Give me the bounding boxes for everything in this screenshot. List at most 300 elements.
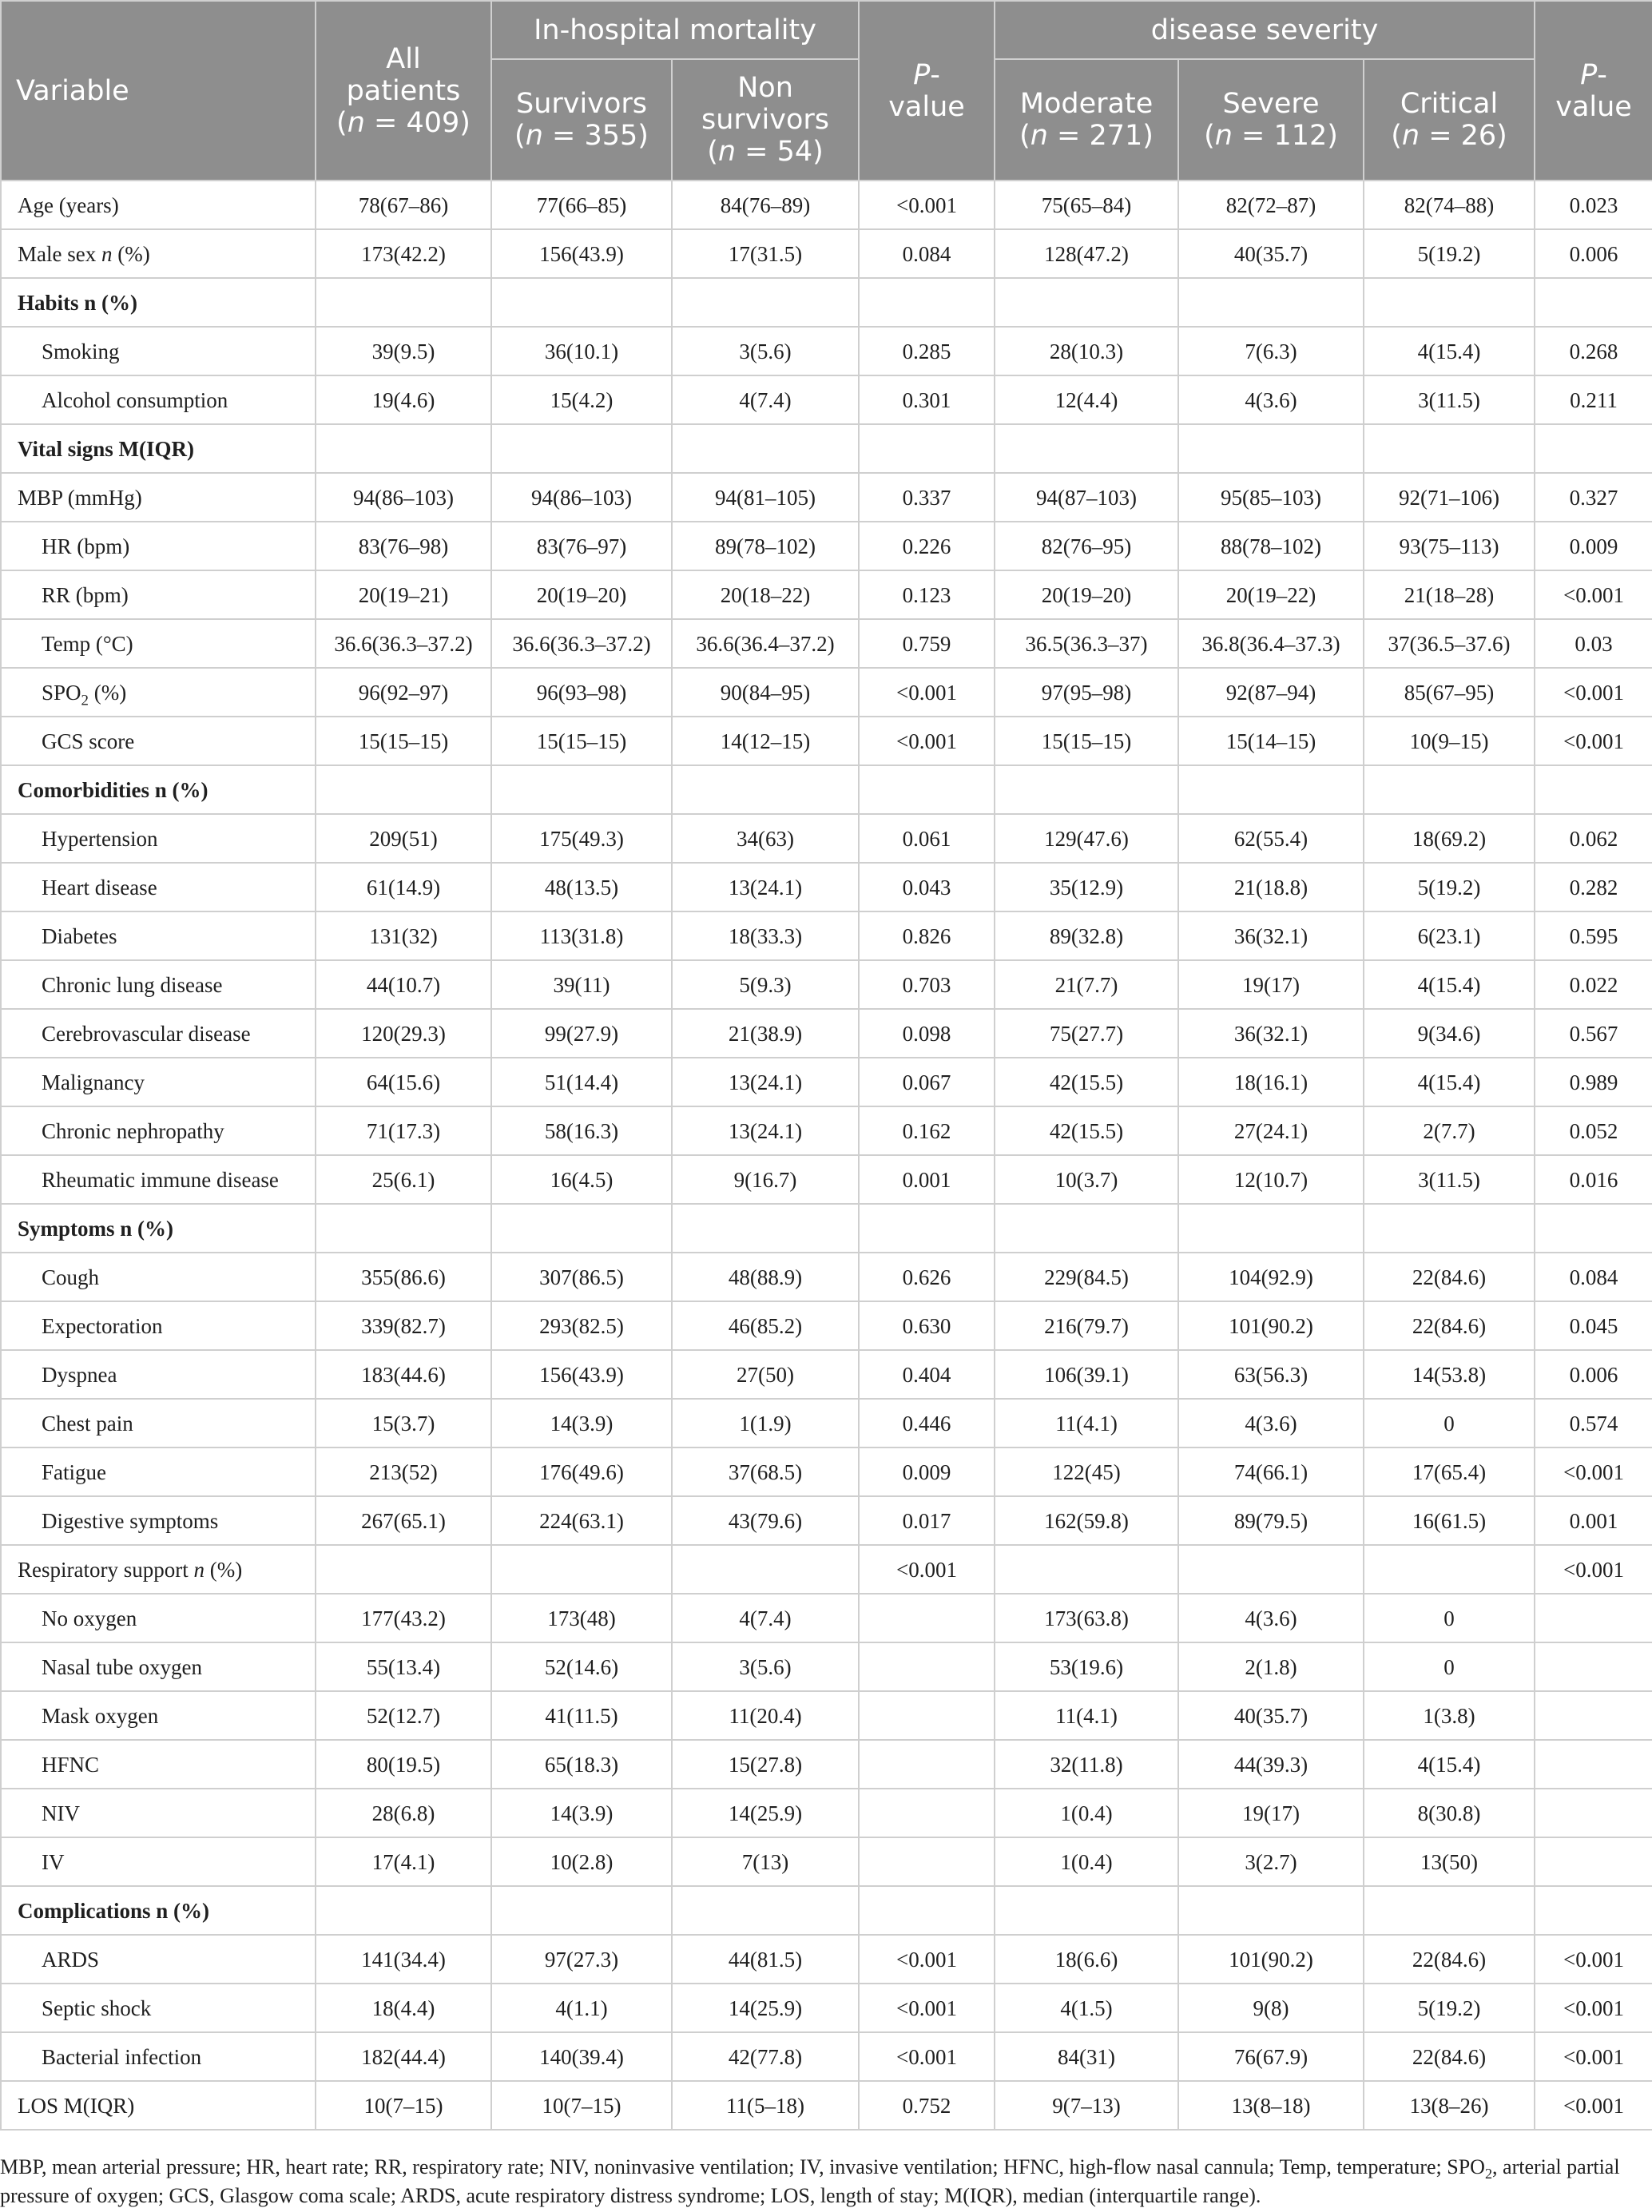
table-cell: 11(20.4) [672, 1691, 859, 1740]
table-cell: 0.404 [859, 1350, 995, 1399]
table-cell: 99(27.9) [491, 1009, 672, 1058]
table-cell: 46(85.2) [672, 1301, 859, 1350]
table-cell: 0.162 [859, 1106, 995, 1155]
table-cell: 10(7–15) [316, 2081, 491, 2130]
table-row [1, 1837, 1652, 1886]
table-row [1, 1935, 1652, 1984]
table-row [1, 1399, 1652, 1448]
table-cell: 0.022 [1535, 960, 1652, 1009]
table-cell [672, 424, 859, 473]
table-cell: <0.001 [859, 1545, 995, 1594]
table-row [1, 570, 1652, 619]
table-cell: 36(32.1) [1178, 1009, 1364, 1058]
table-cell: 0.285 [859, 327, 995, 375]
table-cell: 84(76–89) [672, 181, 859, 229]
table-cell: 0.009 [859, 1448, 995, 1496]
table-cell: 39(9.5) [316, 327, 491, 375]
table-cell: 131(32) [316, 911, 491, 960]
table-cell: 4(7.4) [672, 375, 859, 424]
table-cell: 339(82.7) [316, 1301, 491, 1350]
table-cell: 10(2.8) [491, 1837, 672, 1886]
table-cell: 85(67–95) [1364, 668, 1535, 717]
variable-label: Respiratory support n (%) [1, 1545, 316, 1594]
table-cell: 3(2.7) [1178, 1837, 1364, 1886]
table-row [1, 473, 1652, 522]
table-cell [859, 765, 995, 814]
table-cell: 13(8–18) [1178, 2081, 1364, 2130]
variable-label: Malignancy [1, 1058, 316, 1106]
table-cell: 224(63.1) [491, 1496, 672, 1545]
table-cell: 106(39.1) [995, 1350, 1178, 1399]
section-label: Complications n (%) [1, 1886, 316, 1935]
table-row [1, 2032, 1652, 2081]
table-cell: 36.6(36.3–37.2) [491, 619, 672, 668]
table-cell [316, 1204, 491, 1253]
table-cell: 78(67–86) [316, 181, 491, 229]
table-cell: 37(68.5) [672, 1448, 859, 1496]
section-row [1, 278, 1652, 327]
table-cell: 0.327 [1535, 473, 1652, 522]
table-cell: 75(65–84) [995, 181, 1178, 229]
table-cell: 18(16.1) [1178, 1058, 1364, 1106]
table-cell [1535, 1642, 1652, 1691]
table-cell: 182(44.4) [316, 2032, 491, 2081]
table-cell: 39(11) [491, 960, 672, 1009]
table-cell: 4(3.6) [1178, 1399, 1364, 1448]
table-cell: 1(0.4) [995, 1837, 1178, 1886]
table-header [1, 1, 1652, 181]
table-row [1, 327, 1652, 375]
table-cell: 16(61.5) [1364, 1496, 1535, 1545]
table-row [1, 1740, 1652, 1789]
table-row [1, 522, 1652, 570]
table-cell: 42(15.5) [995, 1106, 1178, 1155]
table-cell: 21(18.8) [1178, 863, 1364, 911]
table-cell: 3(11.5) [1364, 1155, 1535, 1204]
table-cell: 0.045 [1535, 1301, 1652, 1350]
table-cell: 13(24.1) [672, 1058, 859, 1106]
table-cell: 25(6.1) [316, 1155, 491, 1204]
table-cell: 15(3.7) [316, 1399, 491, 1448]
table-footnote: MBP, mean arterial pressure; HR, heart rate; RR, respiratory rate; NIV, noninvasive ventilation; IV, invasive ventilation; HFNC, high-flow nasal cannula; Temp, temperature; $SPO_2$, arterial partial pressure of oxygen; GCS, Glasgow coma scale; ARDS, acute respiratory distress syndrome; LOS, length of stay; M(IQR), median (interquartile range). [0, 2155, 1620, 2207]
table-cell: 17(4.1) [316, 1837, 491, 1886]
table-cell: 22(84.6) [1364, 1935, 1535, 1984]
table-cell: 0.062 [1535, 814, 1652, 863]
table-row [1, 1350, 1652, 1399]
table-cell: 9(7–13) [995, 2081, 1178, 2130]
table-cell [859, 1642, 995, 1691]
table-cell: 0.009 [1535, 522, 1652, 570]
table-row [1, 717, 1652, 765]
table-cell: 62(55.4) [1178, 814, 1364, 863]
table-cell: <0.001 [1535, 1545, 1652, 1594]
table-cell: 36.6(36.3–37.2) [316, 619, 491, 668]
table-cell [1178, 278, 1364, 327]
table-cell: 48(88.9) [672, 1253, 859, 1301]
table-cell: 36.8(36.4–37.3) [1178, 619, 1364, 668]
table-cell [1535, 1837, 1652, 1886]
table-cell: 9(16.7) [672, 1155, 859, 1204]
table-row [1, 1545, 1652, 1594]
table-cell: 0.098 [859, 1009, 995, 1058]
table-cell: 88(78–102) [1178, 522, 1364, 570]
table-cell: 9(8) [1178, 1984, 1364, 2032]
header-all-patients: All patients (n = 409) [316, 1, 491, 181]
table-cell: <0.001 [1535, 717, 1652, 765]
table-cell: 15(15–15) [995, 717, 1178, 765]
table-cell: 113(31.8) [491, 911, 672, 960]
table-cell: 27(50) [672, 1350, 859, 1399]
table-cell: 21(38.9) [672, 1009, 859, 1058]
table-row [1, 1106, 1652, 1155]
table-cell: 4(15.4) [1364, 960, 1535, 1009]
table-cell [316, 424, 491, 473]
table-cell: 10(7–15) [491, 2081, 672, 2130]
table-cell: 14(25.9) [672, 1789, 859, 1837]
section-label: Vital signs M(IQR) [1, 424, 316, 473]
table-cell [1364, 765, 1535, 814]
table-row [1, 668, 1652, 717]
table-cell: 0.703 [859, 960, 995, 1009]
table-cell [859, 1740, 995, 1789]
section-label: Habits n (%) [1, 278, 316, 327]
table-cell: <0.001 [859, 717, 995, 765]
table-row [1, 1155, 1652, 1204]
table-cell: 14(12–15) [672, 717, 859, 765]
table-cell: 13(50) [1364, 1837, 1535, 1886]
variable-label: ARDS [1, 1935, 316, 1984]
table-cell: 36(32.1) [1178, 911, 1364, 960]
header-p-value-mortality: P- value [859, 1, 995, 181]
table-cell: 4(7.4) [672, 1594, 859, 1642]
variable-label: Hypertension [1, 814, 316, 863]
table-cell: 0.084 [1535, 1253, 1652, 1301]
table-cell [1535, 1886, 1652, 1935]
table-cell [859, 424, 995, 473]
table-cell: 0.067 [859, 1058, 995, 1106]
table-cell: 71(17.3) [316, 1106, 491, 1155]
table-cell: 20(18–22) [672, 570, 859, 619]
header-survivors: Survivors (n = 355) [491, 59, 672, 181]
table-cell: 0.826 [859, 911, 995, 960]
section-label: Symptoms n (%) [1, 1204, 316, 1253]
table-cell: 61(14.9) [316, 863, 491, 911]
table-cell: 90(84–95) [672, 668, 859, 717]
table-cell: 36(10.1) [491, 327, 672, 375]
table-cell: 213(52) [316, 1448, 491, 1496]
table-cell: 129(47.6) [995, 814, 1178, 863]
table-cell: 76(67.9) [1178, 2032, 1364, 2081]
table-cell [859, 1837, 995, 1886]
variable-label: Temp (°C) [1, 619, 316, 668]
table-cell [859, 1886, 995, 1935]
table-cell [1535, 1204, 1652, 1253]
table-cell [491, 1886, 672, 1935]
table-cell: 267(65.1) [316, 1496, 491, 1545]
table-cell [491, 1545, 672, 1594]
table-row [1, 229, 1652, 278]
variable-label: Diabetes [1, 911, 316, 960]
table-cell: 18(4.4) [316, 1984, 491, 2032]
variable-label: Septic shock [1, 1984, 316, 2032]
table-cell: 84(31) [995, 2032, 1178, 2081]
table-cell [1178, 1545, 1364, 1594]
table-cell: 1(0.4) [995, 1789, 1178, 1837]
table-cell: 0.043 [859, 863, 995, 911]
table-row [1, 619, 1652, 668]
table-cell [1364, 1204, 1535, 1253]
table-cell: 5(19.2) [1364, 229, 1535, 278]
table-cell: <0.001 [859, 668, 995, 717]
table-cell: 15(15–15) [491, 717, 672, 765]
table-cell: 82(76–95) [995, 522, 1178, 570]
table-cell: 44(81.5) [672, 1935, 859, 1984]
variable-label: GCS score [1, 717, 316, 765]
table-cell [1364, 424, 1535, 473]
table-cell: 97(27.3) [491, 1935, 672, 1984]
table-cell [1178, 1886, 1364, 1935]
table-cell: 5(19.2) [1364, 1984, 1535, 2032]
table-cell: 52(12.7) [316, 1691, 491, 1740]
table-cell: 0.626 [859, 1253, 995, 1301]
table-cell [1364, 1545, 1535, 1594]
table-cell: 12(10.7) [1178, 1155, 1364, 1204]
table-cell: 36.5(36.3–37) [995, 619, 1178, 668]
variable-label: RR (bpm) [1, 570, 316, 619]
table-cell: 4(3.6) [1178, 375, 1364, 424]
table-cell: 0.574 [1535, 1399, 1652, 1448]
table-row [1, 1691, 1652, 1740]
table-cell: 0.017 [859, 1496, 995, 1545]
table-cell: 96(93–98) [491, 668, 672, 717]
table-cell [859, 1789, 995, 1837]
table-cell: 20(19–20) [491, 570, 672, 619]
table-cell: 55(13.4) [316, 1642, 491, 1691]
table-row [1, 1253, 1652, 1301]
table-cell: 176(49.6) [491, 1448, 672, 1496]
table-cell: 20(19–21) [316, 570, 491, 619]
table-cell: 80(19.5) [316, 1740, 491, 1789]
variable-label: Chronic nephropathy [1, 1106, 316, 1155]
table-cell: 12(4.4) [995, 375, 1178, 424]
table-cell: <0.001 [1535, 1984, 1652, 2032]
table-cell [995, 1204, 1178, 1253]
table-cell: 162(59.8) [995, 1496, 1178, 1545]
table-cell: 293(82.5) [491, 1301, 672, 1350]
table-cell: 17(65.4) [1364, 1448, 1535, 1496]
table-cell: 92(87–94) [1178, 668, 1364, 717]
table-cell: 104(92.9) [1178, 1253, 1364, 1301]
table-row [1, 1594, 1652, 1642]
table-cell: 11(4.1) [995, 1691, 1178, 1740]
header-critical: Critical (n = 26) [1364, 59, 1535, 181]
table-cell: 18(69.2) [1364, 814, 1535, 863]
table-cell [859, 1204, 995, 1253]
table-cell [672, 765, 859, 814]
table-row [1, 814, 1652, 863]
table-cell: 0.759 [859, 619, 995, 668]
table-cell: 0.595 [1535, 911, 1652, 960]
table-cell: 51(14.4) [491, 1058, 672, 1106]
variable-label: Nasal tube oxygen [1, 1642, 316, 1691]
table-row [1, 1496, 1652, 1545]
section-row [1, 1204, 1652, 1253]
table-cell: 13(24.1) [672, 1106, 859, 1155]
variable-label: Cerebrovascular disease [1, 1009, 316, 1058]
table-cell: 21(7.7) [995, 960, 1178, 1009]
table-cell: 42(15.5) [995, 1058, 1178, 1106]
table-cell: 1(1.9) [672, 1399, 859, 1448]
table-cell: 0.03 [1535, 619, 1652, 668]
table-cell [1535, 1594, 1652, 1642]
variable-label: MBP (mmHg) [1, 473, 316, 522]
table-cell: 63(56.3) [1178, 1350, 1364, 1399]
table-cell: 0.567 [1535, 1009, 1652, 1058]
table-cell: 22(84.6) [1364, 2032, 1535, 2081]
table-cell: 5(9.3) [672, 960, 859, 1009]
table-cell [672, 278, 859, 327]
table-cell: 0.337 [859, 473, 995, 522]
table-cell: 141(34.4) [316, 1935, 491, 1984]
table-cell: 183(44.6) [316, 1350, 491, 1399]
table-cell [1535, 765, 1652, 814]
table-cell: 7(13) [672, 1837, 859, 1886]
table-cell [491, 1204, 672, 1253]
table-cell [1535, 278, 1652, 327]
table-cell: 37(36.5–37.6) [1364, 619, 1535, 668]
variable-label: Mask oxygen [1, 1691, 316, 1740]
table-cell [1178, 1204, 1364, 1253]
table-cell: 0.023 [1535, 181, 1652, 229]
table-cell [859, 278, 995, 327]
table-cell: 22(84.6) [1364, 1253, 1535, 1301]
table-cell: 14(3.9) [491, 1789, 672, 1837]
section-row [1, 424, 1652, 473]
table-cell: 11(5–18) [672, 2081, 859, 2130]
table-cell: 19(4.6) [316, 375, 491, 424]
table-cell: 0.226 [859, 522, 995, 570]
table-body [1, 181, 1652, 2130]
table-cell: 18(33.3) [672, 911, 859, 960]
table-cell: 0.301 [859, 375, 995, 424]
table-cell: 27(24.1) [1178, 1106, 1364, 1155]
table-cell: 94(81–105) [672, 473, 859, 522]
table-cell: 355(86.6) [316, 1253, 491, 1301]
table-cell: 94(87–103) [995, 473, 1178, 522]
table-cell: 16(4.5) [491, 1155, 672, 1204]
table-cell [316, 278, 491, 327]
table-cell: 0.016 [1535, 1155, 1652, 1204]
table-cell: 0.630 [859, 1301, 995, 1350]
variable-label: Digestive symptoms [1, 1496, 316, 1545]
table-cell: 101(90.2) [1178, 1935, 1364, 1984]
table-cell: 22(84.6) [1364, 1301, 1535, 1350]
section-label: Comorbidities n (%) [1, 765, 316, 814]
table-cell: 28(10.3) [995, 327, 1178, 375]
table-cell [672, 1886, 859, 1935]
table-cell [995, 278, 1178, 327]
header-moderate: Moderate (n = 271) [995, 59, 1178, 181]
table-cell: <0.001 [859, 2032, 995, 2081]
table-cell [1178, 765, 1364, 814]
table-cell: 1(3.8) [1364, 1691, 1535, 1740]
header-p-value-severity: P- value [1535, 1, 1652, 181]
table-cell: 8(30.8) [1364, 1789, 1535, 1837]
table-cell: 4(3.6) [1178, 1594, 1364, 1642]
table-cell: 89(79.5) [1178, 1496, 1364, 1545]
table-cell: 4(1.1) [491, 1984, 672, 2032]
table-cell: 0.006 [1535, 229, 1652, 278]
table-cell [995, 765, 1178, 814]
table-cell: 10(3.7) [995, 1155, 1178, 1204]
variable-label: Cough [1, 1253, 316, 1301]
table-cell: 20(19–20) [995, 570, 1178, 619]
table-cell [1535, 424, 1652, 473]
table-cell: 83(76–97) [491, 522, 672, 570]
table-cell [1178, 424, 1364, 473]
table-row [1, 2081, 1652, 2130]
variable-label: Alcohol consumption [1, 375, 316, 424]
header-severity-group: disease severity [995, 1, 1535, 59]
table-cell: <0.001 [1535, 1448, 1652, 1496]
table-row [1, 1058, 1652, 1106]
table-cell [491, 278, 672, 327]
table-cell: 93(75–113) [1364, 522, 1535, 570]
table-cell [859, 1691, 995, 1740]
table-cell: 128(47.2) [995, 229, 1178, 278]
table-cell: 34(63) [672, 814, 859, 863]
table-cell: 97(95–98) [995, 668, 1178, 717]
table-cell: 156(43.9) [491, 1350, 672, 1399]
table-cell: 0.211 [1535, 375, 1652, 424]
table-cell: 17(31.5) [672, 229, 859, 278]
table-cell: 96(92–97) [316, 668, 491, 717]
table-cell: 0.006 [1535, 1350, 1652, 1399]
table-cell: 19(17) [1178, 1789, 1364, 1837]
table-cell: 32(11.8) [995, 1740, 1178, 1789]
table-cell: <0.001 [1535, 570, 1652, 619]
table-cell: <0.001 [1535, 2032, 1652, 2081]
table-cell: 173(63.8) [995, 1594, 1178, 1642]
table-cell: 0.446 [859, 1399, 995, 1448]
table-row [1, 1301, 1652, 1350]
table-cell [859, 1594, 995, 1642]
table-cell: 3(5.6) [672, 1642, 859, 1691]
table-cell: <0.001 [859, 1935, 995, 1984]
table-cell: 40(35.7) [1178, 229, 1364, 278]
table-cell: 15(27.8) [672, 1740, 859, 1789]
table-cell: 140(39.4) [491, 2032, 672, 2081]
table-cell: 11(4.1) [995, 1399, 1178, 1448]
variable-label: HR (bpm) [1, 522, 316, 570]
table-cell: 82(72–87) [1178, 181, 1364, 229]
table-cell: 0 [1364, 1642, 1535, 1691]
table-row [1, 1009, 1652, 1058]
table-cell: <0.001 [1535, 668, 1652, 717]
table-cell: 44(39.3) [1178, 1740, 1364, 1789]
table-cell: 89(32.8) [995, 911, 1178, 960]
table-cell: 216(79.7) [995, 1301, 1178, 1350]
header-mortality-group: In-hospital mortality [491, 1, 859, 59]
table-cell [316, 765, 491, 814]
table-cell: 15(4.2) [491, 375, 672, 424]
table-cell: 173(48) [491, 1594, 672, 1642]
table-cell: 94(86–103) [491, 473, 672, 522]
table-cell: 209(51) [316, 814, 491, 863]
table-cell: 15(14–15) [1178, 717, 1364, 765]
table-cell: 40(35.7) [1178, 1691, 1364, 1740]
table-cell: 35(12.9) [995, 863, 1178, 911]
